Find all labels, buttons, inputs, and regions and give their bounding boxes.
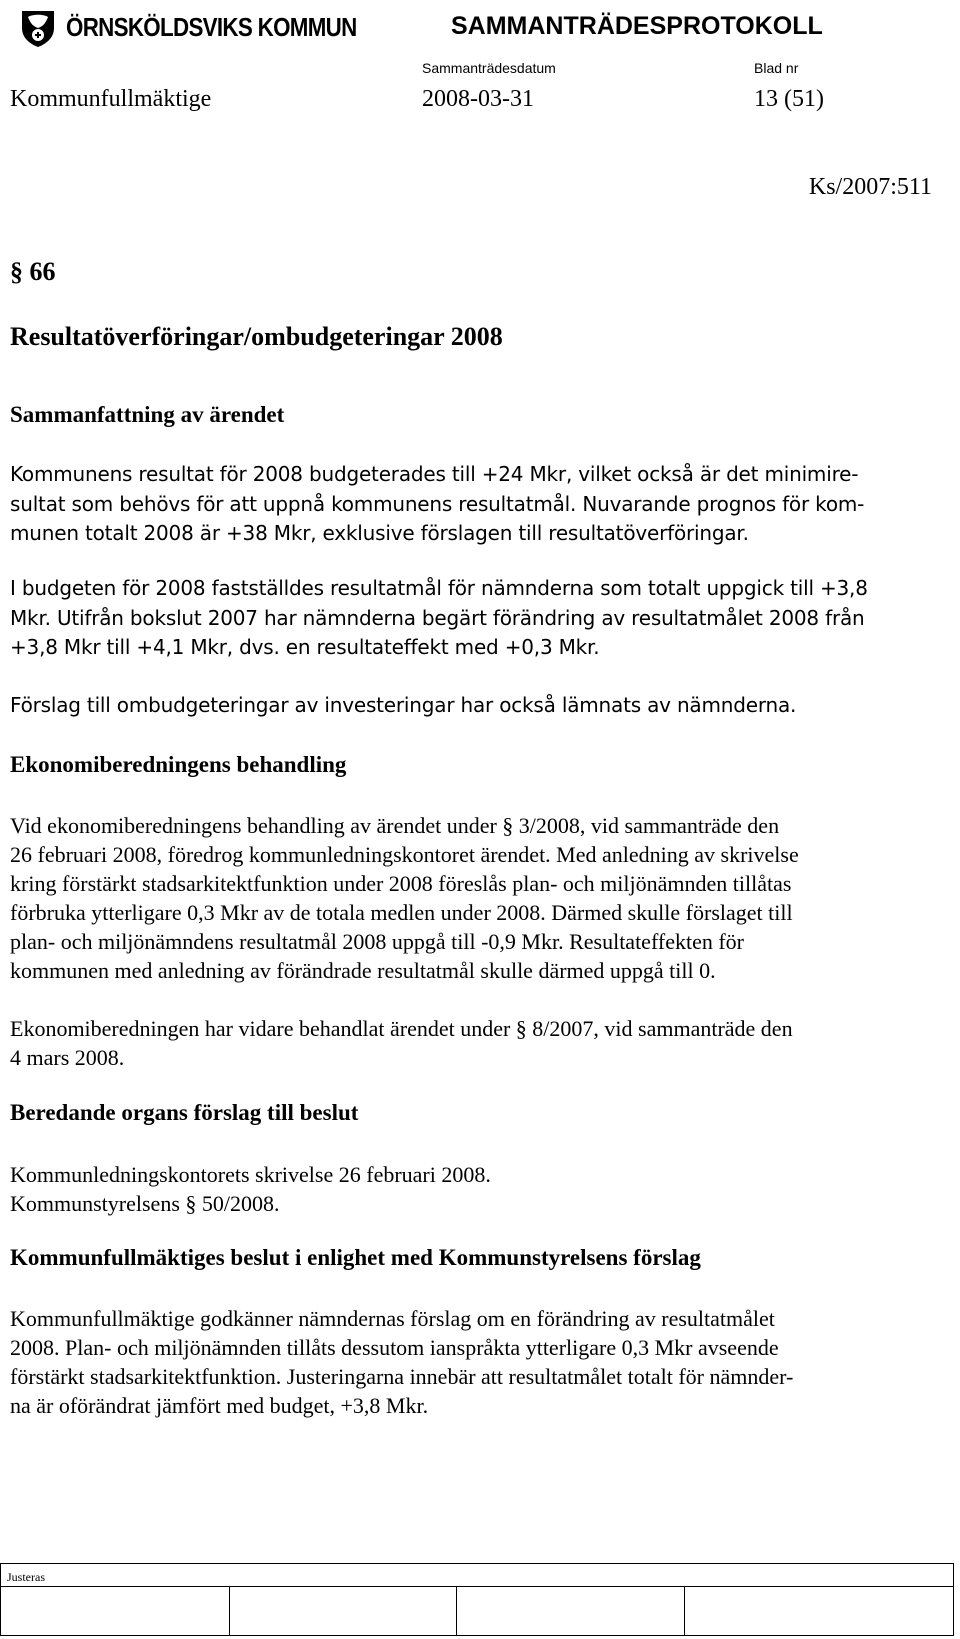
- justeras-label: Justeras: [7, 1570, 45, 1584]
- page-number: 13 (51): [754, 86, 824, 112]
- date-label: Sammanträdesdatum: [422, 60, 556, 76]
- ekonomi-paragraph-1: Vid ekonomiberedningens behandling av ärendet under § 3/2008, vid sammanträde den 26 februari 2008, föredrog kommunledningskontoret ärendet. Med anledning av skrivelse kring förstärkt stadsarkitektfunktion under 2008 föreslås plan- och miljönämnden tillåtas förbruka ytterligare 0,3 Mkr av de totala medlen under 2008. Därmed skulle förslaget till plan- och miljönämndens resultatmål 2008 uppgå till -0,9 Mkr. Resultateffekten för kommunen med anledning av förändrade resultatmål skulle därmed uppgå till 0.: [10, 813, 799, 983]
- document-type: SAMMANTRÄDESPROTOKOLL: [451, 12, 823, 40]
- body-name: Kommunfullmäktige: [10, 86, 212, 112]
- section-number: § 66: [10, 257, 56, 286]
- signature-divider: [684, 1587, 685, 1635]
- summary-paragraph-2: I budgeten för 2008 fastställdes resultatmål för nämnderna som totalt uppgick till +3,8 Mkr. Utifrån bokslut 2007 har nämnderna begärt förändring av resultatmålet 2008 från +3,8 Mkr till +4,1 Mkr, dvs. en resultateffekt med +0,3 Mkr.: [10, 576, 868, 659]
- signature-cells: [1, 1586, 953, 1635]
- signature-divider: [456, 1587, 457, 1635]
- section-title: Resultatöverföringar/ombudgeteringar 2008: [10, 322, 503, 351]
- case-number: Ks/2007:511: [808, 174, 932, 200]
- ekonomi-paragraph-2: Ekonomiberedningen har vidare behandlat ärendet under § 8/2007, vid sammanträde den 4 mars 2008.: [10, 1016, 793, 1070]
- beredande-heading: Beredande organs förslag till beslut: [10, 1100, 359, 1125]
- ekonomi-heading: Ekonomiberedningens behandling: [10, 752, 347, 777]
- justeras-row: [0, 1563, 954, 1636]
- organization-name: ÖRNSKÖLDSVIKS KOMMUN: [66, 12, 357, 42]
- beslut-paragraph: Kommunfullmäktige godkänner nämndernas förslag om en förändring av resultatmålet 2008. Plan- och miljönämnden tillåts dessutom ianspråkta ytterligare 0,3 Mkr avseende förstärkt stadsarkitektfunktion. Justeringarna innebär att resultatmålet totalt för nämnder- na är oförändrat jämfört med budget, +3,8 Mkr.: [10, 1306, 794, 1418]
- beslut-heading: Kommunfullmäktiges beslut i enlighet med Kommunstyrelsens förslag: [10, 1245, 701, 1270]
- municipality-crest-icon: [18, 8, 58, 48]
- summary-paragraph-3: Förslag till ombudgeteringar av investeringar har också lämnats av nämnderna.: [10, 693, 797, 717]
- meeting-date: 2008-03-31: [422, 86, 534, 112]
- page-label: Blad nr: [754, 60, 799, 76]
- signature-divider: [229, 1587, 230, 1635]
- summary-heading: Sammanfattning av ärendet: [10, 402, 285, 427]
- summary-paragraph-1: Kommunens resultat för 2008 budgeterades till +24 Mkr, vilket också är det minimire- sultat som behövs för att uppnå kommunens resultatmål. Nuvarande prognos för kom- munen totalt 2008 är +38 Mkr, exklusive förslagen till resultatöverföringar.: [10, 462, 865, 545]
- beredande-list: Kommunledningskontorets skrivelse 26 februari 2008. Kommunstyrelsens § 50/2008.: [10, 1162, 491, 1216]
